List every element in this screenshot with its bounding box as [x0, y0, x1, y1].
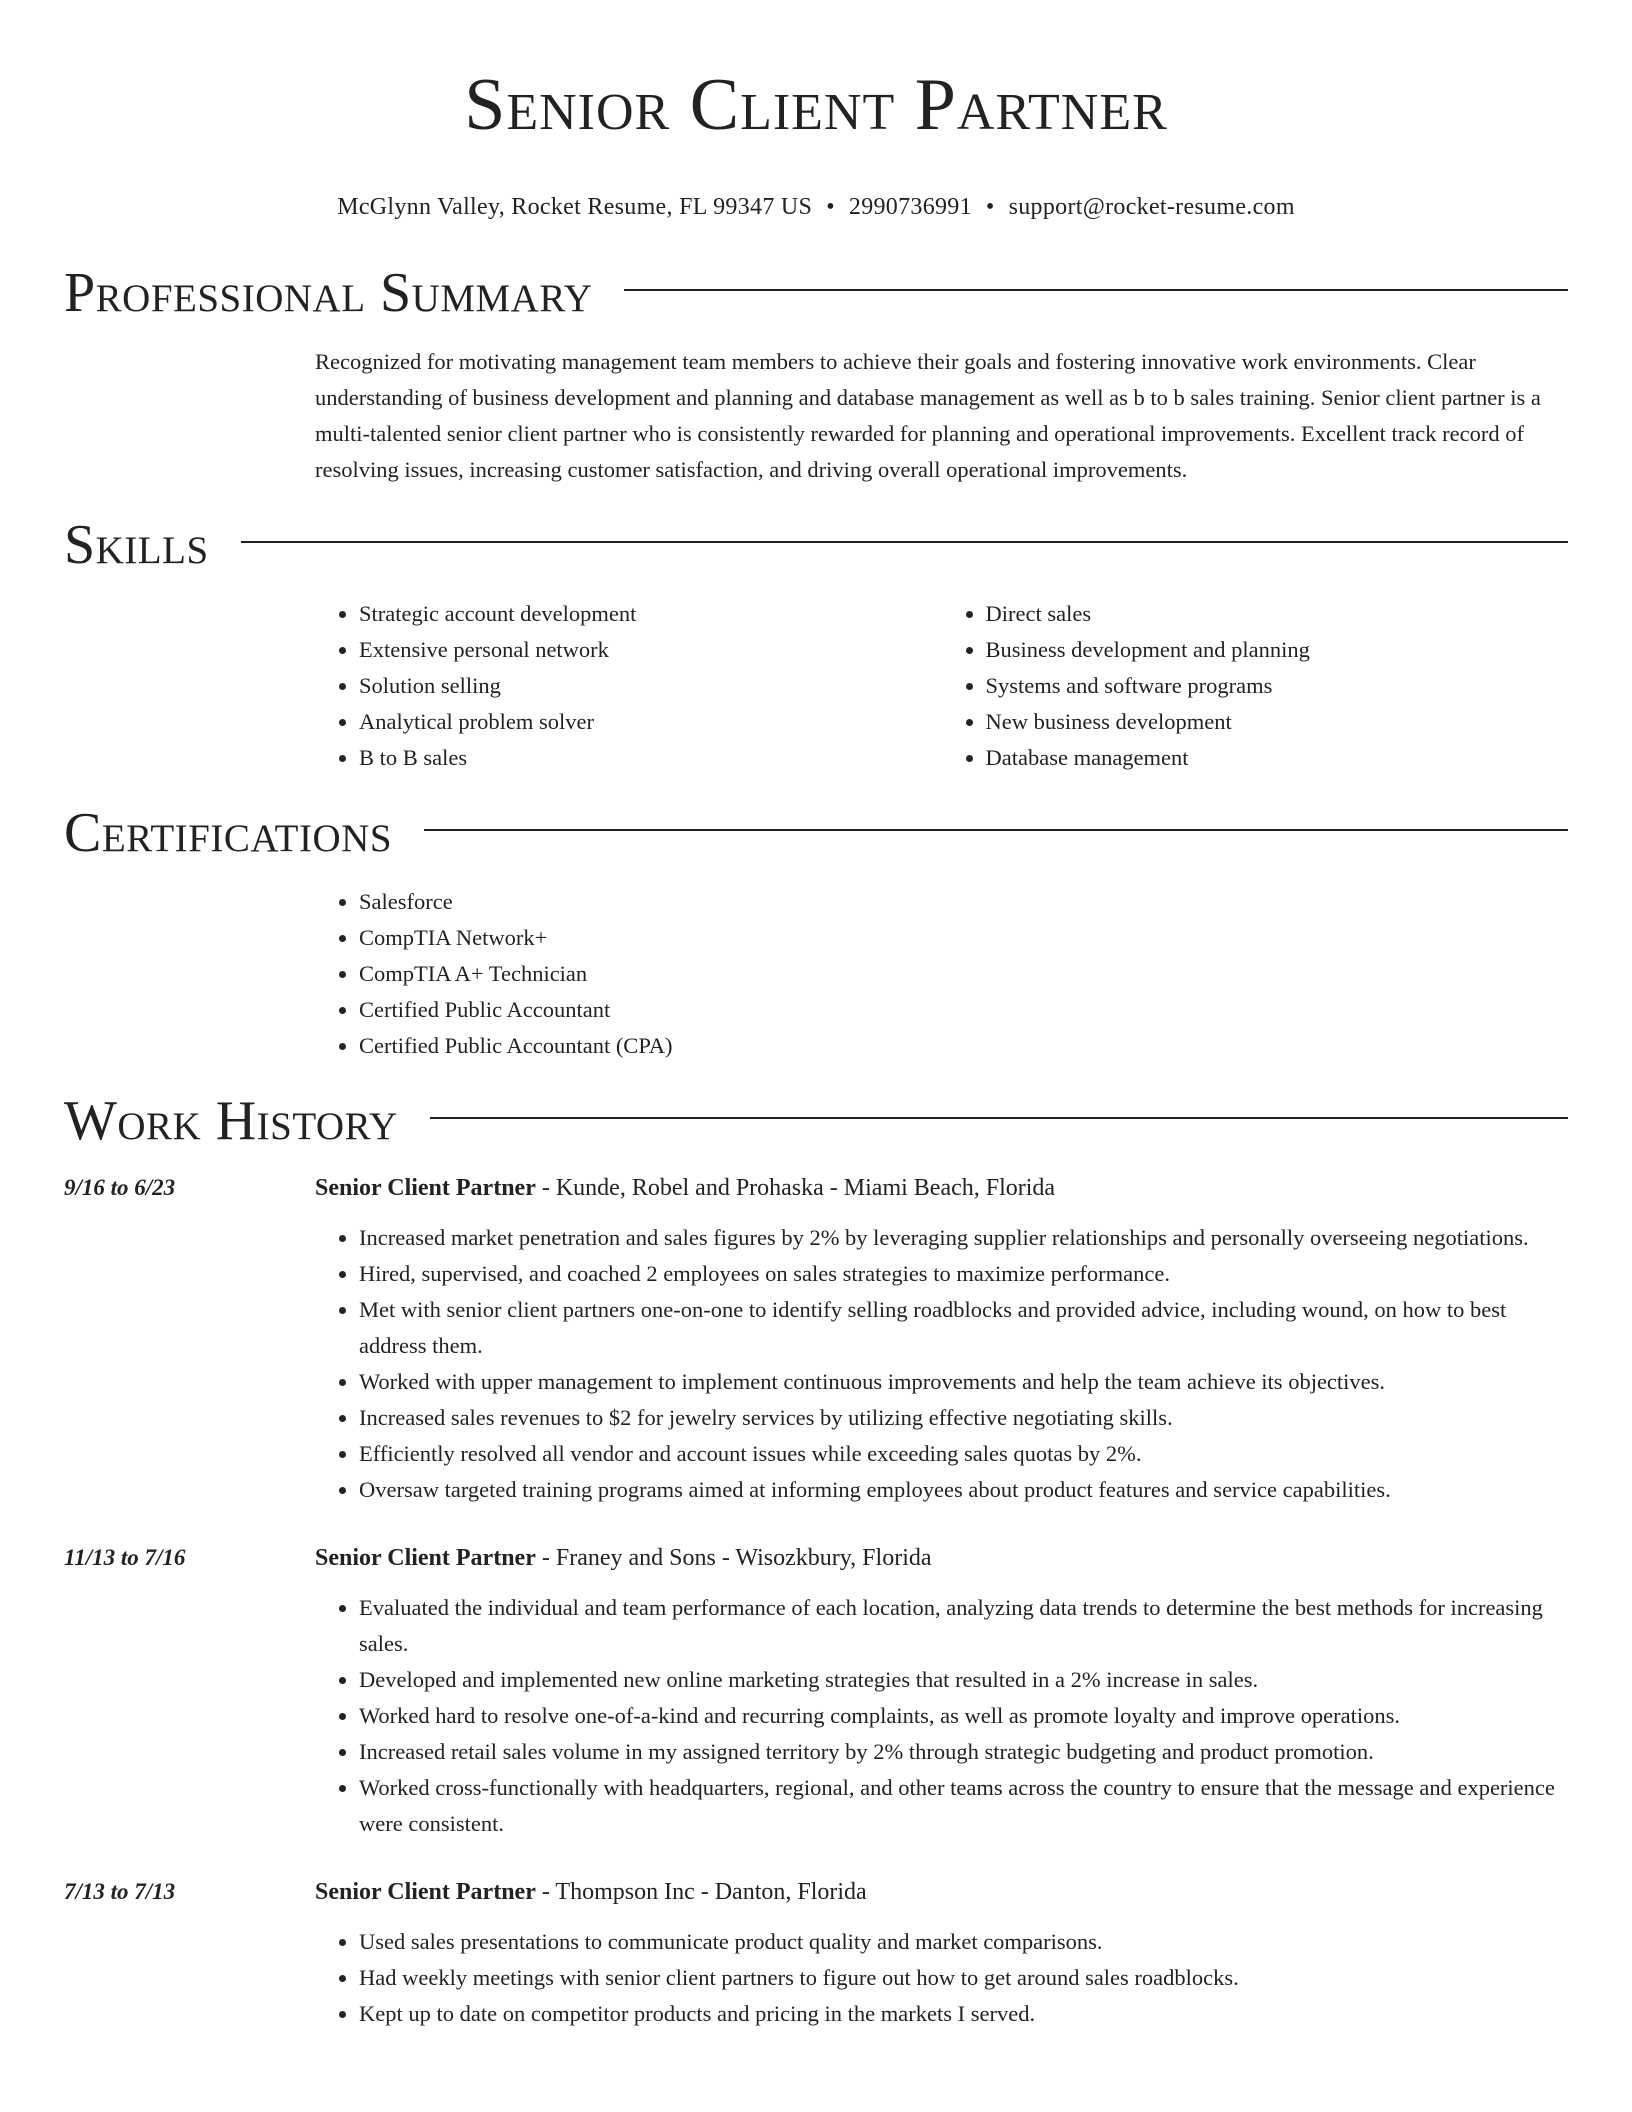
- job-bullet: • Oversaw targeted training programs aimed at informing employees about product features and service capabilities.: [359, 1472, 1568, 1508]
- job-bullets: [315, 1924, 1568, 2032]
- certifications-section-header: [64, 798, 1568, 868]
- job-bullets: [315, 1590, 1568, 1842]
- resume-page: [64, 0, 1568, 2032]
- contact-phone: 2990736991: [848, 194, 972, 220]
- section-divider: [241, 541, 1568, 543]
- job-header: [315, 1170, 1568, 1206]
- job-bullet: • Worked with upper management to implement continuous improvements and help the team achieve its objectives.: [359, 1364, 1568, 1400]
- resume-name-heading: Senior Client Partner: [464, 64, 1168, 146]
- job-details: [315, 1874, 1568, 2032]
- skill-item: • B to B sales: [359, 740, 942, 776]
- skill-item: • Direct sales: [986, 596, 1569, 632]
- certifications-list: [315, 884, 1568, 1064]
- job-employer-location: - Franey and Sons - Wisozkbury, Florida: [535, 1545, 932, 1571]
- certifications-section: [315, 884, 1568, 1064]
- job-entry: [64, 1540, 1568, 1842]
- job-header: [315, 1540, 1568, 1576]
- job-dates: 11/13 to 7/16: [64, 1545, 186, 1570]
- job-bullet: • Used sales presentations to communicate product quality and market comparisons.: [359, 1924, 1568, 1960]
- job-bullet: • Evaluated the individual and team performance of each location, analyzing data trends to determine the best methods for increasing sales.: [359, 1590, 1568, 1662]
- job-header: [315, 1874, 1568, 1910]
- job-bullet: • Had weekly meetings with senior client partners to figure out how to get around sales roadblocks.: [359, 1960, 1568, 1996]
- skills-section: [315, 596, 1568, 776]
- skills-list-right: [942, 596, 1569, 776]
- job-dates: 7/13 to 7/13: [64, 1879, 176, 1904]
- work-section-title: Work History: [64, 1090, 398, 1152]
- certification-item: • CompTIA A+ Technician: [359, 956, 1568, 992]
- skill-item: • Analytical problem solver: [359, 704, 942, 740]
- summary-text: Recognized for motivating management team members to achieve their goals and fostering innovative work environments. Clear understanding of business development and planning and database management as well as b to b sales training. Senior client partner is a multi-talented senior client partner who is consistently rewarded for planning and operational improvements. Excellent track record of resolving issues, increasing customer satisfaction, and driving overall operational improvements.: [315, 349, 1541, 482]
- certification-item: • Certified Public Accountant (CPA): [359, 1028, 1568, 1064]
- contact-email: support@rocket-resume.com: [1008, 194, 1295, 220]
- skill-item: • Database management: [986, 740, 1569, 776]
- job-entry: [64, 1170, 1568, 1508]
- job-entry: [64, 1874, 1568, 2032]
- job-bullet: • Kept up to date on competitor products and pricing in the markets I served.: [359, 1996, 1568, 2032]
- skills-list-left: [315, 596, 942, 776]
- job-bullet: • Increased sales revenues to $2 for jewelry services by utilizing effective negotiating skills.: [359, 1400, 1568, 1436]
- job-dates: 9/16 to 6/23: [64, 1175, 176, 1200]
- job-details: [315, 1170, 1568, 1508]
- job-bullet: • Increased retail sales volume in my assigned territory by 2% through strategic budgeting and product promotion.: [359, 1734, 1568, 1770]
- summary-section: [315, 344, 1568, 488]
- section-divider: [430, 1117, 1568, 1119]
- certifications-section-title: Certifications: [64, 802, 393, 864]
- contact-separator: •: [985, 194, 995, 220]
- job-bullet: • Increased market penetration and sales figures by 2% by leveraging supplier relationships and personally overseeing negotiations.: [359, 1220, 1568, 1256]
- job-title: Senior Client Partner: [315, 1545, 536, 1571]
- job-employer-location: - Thompson Inc - Danton, Florida: [535, 1879, 867, 1905]
- job-bullet: • Worked hard to resolve one-of-a-kind and recurring complaints, as well as promote loyalty and improve operations.: [359, 1698, 1568, 1734]
- skills-section-title: Skills: [64, 514, 209, 576]
- summary-section-title: Professional Summary: [64, 262, 593, 324]
- job-bullets: [315, 1220, 1568, 1508]
- job-bullet: • Efficiently resolved all vendor and account issues while exceeding sales quotas by 2%.: [359, 1436, 1568, 1472]
- job-bullet: • Worked cross-functionally with headquarters, regional, and other teams across the country to ensure that the message and experience were consistent.: [359, 1770, 1568, 1842]
- job-employer-location: - Kunde, Robel and Prohaska - Miami Beach, Florida: [535, 1175, 1056, 1201]
- skill-item: • Systems and software programs: [986, 668, 1569, 704]
- skill-item: • Business development and planning: [986, 632, 1569, 668]
- certification-item: • CompTIA Network+: [359, 920, 1568, 956]
- section-divider: [424, 829, 1568, 831]
- skill-item: • New business development: [986, 704, 1569, 740]
- job-title: Senior Client Partner: [315, 1879, 536, 1905]
- job-details: [315, 1540, 1568, 1842]
- job-title: Senior Client Partner: [315, 1175, 536, 1201]
- job-bullet: • Met with senior client partners one-on-one to identify selling roadblocks and provided advice, including wound, on how to best address them.: [359, 1292, 1568, 1364]
- skill-item: • Extensive personal network: [359, 632, 942, 668]
- skill-item: • Strategic account development: [359, 596, 942, 632]
- summary-section-header: [64, 258, 1568, 328]
- section-divider: [624, 289, 1568, 291]
- work-section-header: [64, 1086, 1568, 1156]
- contact-address: McGlynn Valley, Rocket Resume, FL 99347 US: [337, 194, 813, 220]
- job-bullet: • Hired, supervised, and coached 2 employees on sales strategies to maximize performance.: [359, 1256, 1568, 1292]
- certification-item: • Salesforce: [359, 884, 1568, 920]
- skill-item: • Solution selling: [359, 668, 942, 704]
- certification-item: • Certified Public Accountant: [359, 992, 1568, 1028]
- skills-section-header: [64, 510, 1568, 580]
- contact-line: [64, 192, 1568, 222]
- contact-separator: •: [826, 194, 835, 220]
- job-bullet: • Developed and implemented new online marketing strategies that resulted in a 2% increase in sales.: [359, 1662, 1568, 1698]
